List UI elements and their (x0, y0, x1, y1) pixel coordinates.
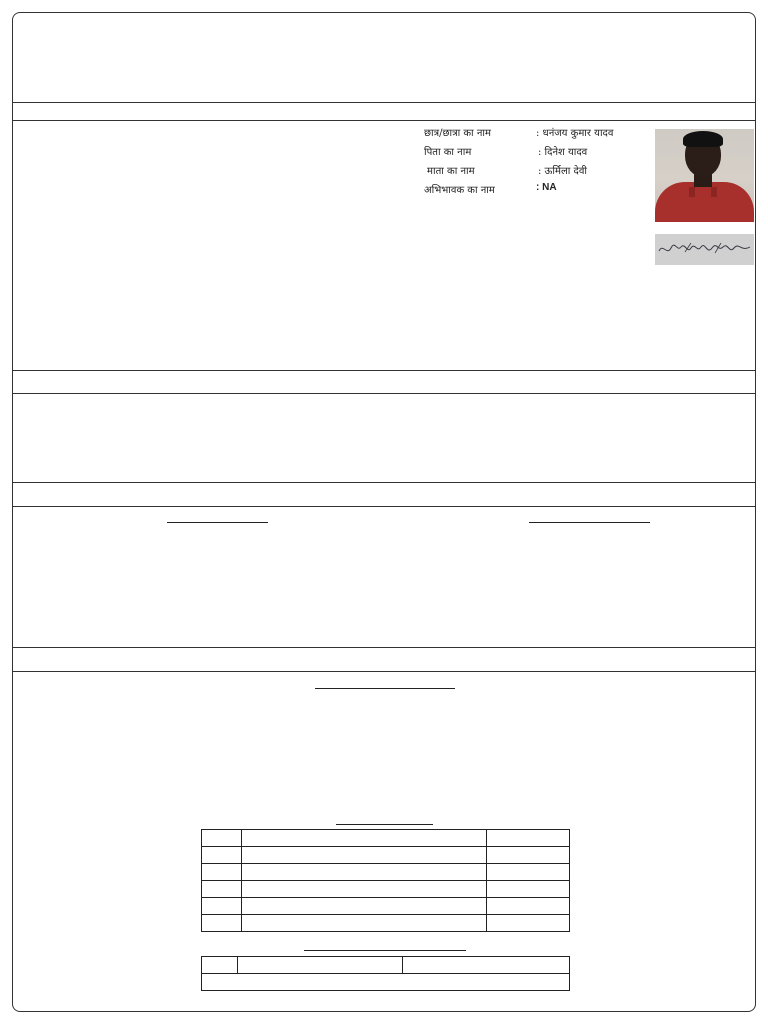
student-photo-icon (655, 129, 754, 222)
table-cell (202, 881, 242, 898)
admit-card-frame (12, 12, 756, 1012)
table-cell (202, 957, 238, 974)
section-divider (13, 102, 755, 103)
signature-stroke (659, 245, 750, 251)
student-name-value: : धनंजय कुमार यादव (536, 128, 614, 139)
table-cell (487, 898, 570, 915)
table-cell (241, 864, 486, 881)
section-divider (13, 120, 755, 121)
section-divider (13, 671, 755, 672)
table-row (202, 898, 570, 915)
table-cell (487, 830, 570, 847)
table-row (202, 881, 570, 898)
table-row (202, 915, 570, 932)
father-name-value: : दिनेश यादव (538, 147, 588, 158)
guardian-name-label: अभिभावक का नाम (424, 185, 495, 196)
second-table (201, 956, 570, 991)
section-divider (13, 506, 755, 507)
table-cell (487, 847, 570, 864)
table-cell (241, 881, 486, 898)
signature-svg (655, 234, 754, 265)
table-row (202, 974, 570, 991)
table-cell (241, 915, 486, 932)
subject-table (201, 829, 570, 932)
table-cell (202, 898, 242, 915)
table-cell (202, 864, 242, 881)
section-heading-underline (315, 688, 455, 689)
table-row (202, 847, 570, 864)
table-heading-underline-2 (304, 950, 466, 951)
table-cell (403, 957, 570, 974)
table-row (202, 864, 570, 881)
signature-line-left (167, 522, 268, 523)
table-row (202, 957, 570, 974)
section-divider (13, 647, 755, 648)
table-heading-underline (336, 824, 433, 825)
mother-name-value: : ऊर्मिला देवी (538, 166, 587, 177)
photo-hair (683, 131, 723, 147)
mother-name-label: माता का नाम (427, 166, 475, 177)
section-divider (13, 370, 755, 371)
table-cell (487, 864, 570, 881)
table-cell (241, 847, 486, 864)
table-cell (202, 830, 242, 847)
signature-line-right (529, 522, 650, 523)
table-cell (241, 830, 486, 847)
table-cell (487, 881, 570, 898)
table-cell (202, 915, 242, 932)
guardian-name-value: : NA (536, 182, 557, 193)
signature-image-icon (655, 234, 754, 265)
table-cell (237, 957, 403, 974)
photo-collar (689, 187, 717, 197)
section-divider (13, 482, 755, 483)
section-divider (13, 393, 755, 394)
table-row (202, 830, 570, 847)
table-cell (241, 898, 486, 915)
student-name-label: छात्र/छात्रा का नाम (424, 128, 491, 139)
father-name-label: पिता का नाम (424, 147, 472, 158)
table-cell (202, 847, 242, 864)
table-cell (202, 974, 570, 991)
table-cell (487, 915, 570, 932)
